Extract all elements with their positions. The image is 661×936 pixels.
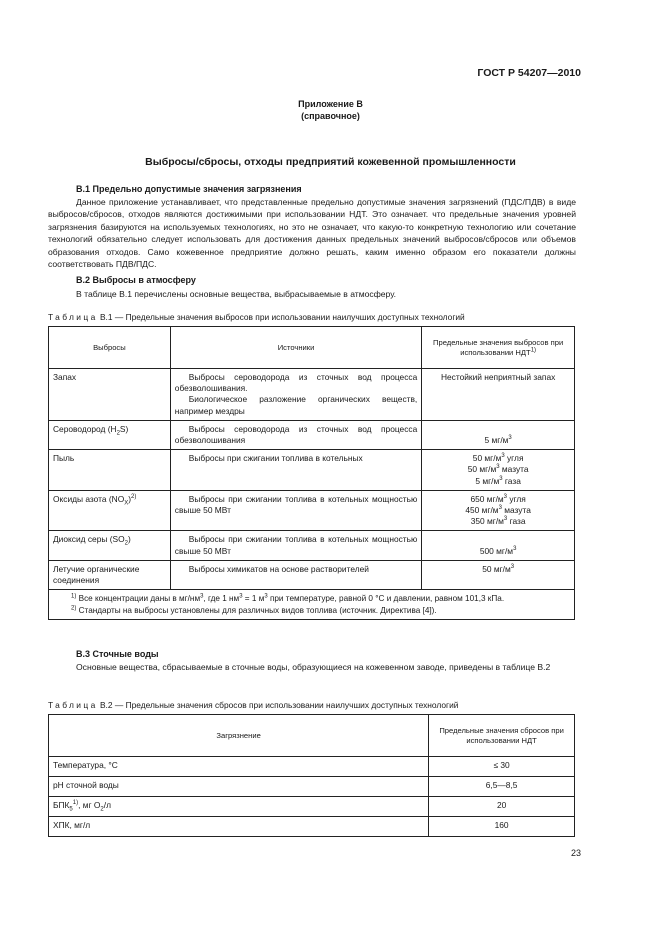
table1-caption-text: В.1 — Предельные значения выбросов при использовании наилучших доступных технологий	[97, 312, 465, 322]
cell-limit: ≤ 30	[429, 757, 575, 777]
cell-name	[49, 531, 171, 560]
cell-limit: Нестойкий неприятный запах	[422, 369, 575, 421]
page-number: 23	[570, 848, 581, 858]
limit-value: 5 мг/м	[484, 435, 509, 446]
superscript: 3	[513, 545, 517, 552]
cell-name	[49, 420, 171, 449]
appendix-label	[0, 98, 661, 122]
limit-value: 450 мг/м	[465, 505, 499, 516]
emissions-table	[48, 326, 575, 620]
col-header-limits	[422, 327, 575, 369]
table-row	[49, 560, 575, 589]
section-b3-paragraph: Основные вещества, сбрасываемые в сточные воды, образующиеся на кожевенном заводе, приведены в таблице В.2	[76, 662, 551, 672]
footnote-ref: 2)	[131, 494, 137, 501]
cell-source	[170, 450, 421, 491]
footnote-mark: 1)	[71, 593, 77, 600]
section-b2-heading: В.2 Выбросы в атмосферу	[76, 275, 196, 285]
cell-limit	[422, 560, 575, 589]
cell-source	[170, 531, 421, 560]
col-header-limits: Предельные значения сбросов при использовании НДТ	[429, 715, 575, 757]
superscript: 3	[503, 516, 508, 523]
limit-line	[426, 464, 570, 475]
footnote-ref: 1)	[72, 800, 79, 807]
document-header: ГОСТ Р 54207—2010	[477, 67, 581, 79]
section-b3-text	[48, 661, 576, 673]
table-footnotes	[49, 590, 575, 620]
cell-source-line: Выбросы при сжигании топлива в котельных мощностью свыше 50 МВт	[174, 493, 418, 516]
subscript: 2	[124, 541, 128, 548]
table-row	[49, 450, 575, 491]
cell-name: Температура, °С	[49, 757, 429, 777]
cell-name	[49, 490, 171, 531]
table-row	[49, 777, 575, 797]
limit-value: 50 мг/м	[482, 563, 511, 574]
footnote-text: Все концентрации даны в мг/нм	[76, 594, 201, 604]
subscript: 2	[116, 430, 120, 437]
table2-caption-text: В.2 — Предельные значения сбросов при использовании наилучших доступных технологий	[97, 700, 459, 710]
cell-source	[170, 560, 421, 589]
table-row	[49, 531, 575, 560]
col-header-emissions: Выбросы	[49, 327, 171, 369]
cell-source-line: Выбросы при сжигании топлива в котельных мощностью свыше 50 МВт	[174, 534, 418, 556]
limit-line	[426, 494, 570, 505]
section-b2-paragraph: В таблице В.1 перечислены основные вещества, выбрасываемые в атмосферу.	[76, 289, 397, 299]
section-b3-heading: В.3 Сточные воды	[76, 649, 159, 659]
cell-name	[49, 797, 429, 817]
cell-name: Летучие органические соединения	[49, 560, 171, 589]
cell-name: рН сточной воды	[49, 777, 429, 797]
cell-limit	[422, 450, 575, 491]
cell-source-line: Выбросы при сжигании топлива в котельных	[188, 453, 363, 464]
table-row	[49, 420, 575, 449]
limit-value: 650 мг/м	[470, 493, 504, 504]
table2-caption	[48, 700, 458, 710]
page-title: Выбросы/сбросы, отходы предприятий кожевенной промышленности	[145, 156, 516, 168]
appendix-kind: (справочное)	[301, 111, 360, 121]
table-header-row	[49, 327, 575, 369]
table-footnotes-row	[49, 590, 575, 620]
superscript: 3	[496, 464, 500, 471]
cell-name: Запах	[49, 369, 171, 421]
footnote-ref: 1)	[530, 346, 537, 353]
table1-caption	[48, 312, 465, 322]
cell-source-line: Выбросы сероводорода из сточных вод процесса обезволошивания.	[174, 372, 418, 394]
cell-source-line: Биологическое разложение органических веществ, например мездры	[174, 394, 418, 416]
appendix-title: Приложение В	[298, 99, 363, 109]
limit-line	[426, 516, 570, 527]
cell-source	[170, 369, 421, 421]
limit-fuel: угля	[504, 453, 524, 464]
limit-value: 50 мг/м	[472, 453, 502, 464]
table-row	[49, 490, 575, 531]
section-b2-text	[48, 288, 576, 300]
cell-source	[170, 420, 421, 449]
superscript: 3	[200, 593, 204, 600]
subscript: 5	[69, 806, 73, 813]
limit-fuel: газа	[507, 516, 526, 527]
table1-caption-word: Таблица	[48, 312, 98, 322]
footnote-1	[53, 593, 570, 604]
cell-limit	[422, 490, 575, 531]
superscript: 3	[264, 593, 268, 600]
section-b1-paragraph: Данное приложение устанавливает, что представленные предельно допустимые значения загрязнений (ПДС/ПДВ) в виде выбросов/сбросов, отходов являются достижимыми при использовании НДТ. Это означает. что предельные значения уровней загрязнения базируются на используемых технологиях, но это не означает, что какую-то конкретную технологию или сочетание технологий обязательно следует использовать для достижения данных предельных значений выбросов/сбросов или объемов образования отходов. Само кожевенное предприятие должно решать, каким именно образом его показатели должны соответствовать ПДВ/ПДС.	[48, 197, 576, 270]
cell-name-text: Сероводород (H	[53, 423, 117, 434]
limit-fuel: мазута	[501, 505, 531, 516]
cell-name-text: БПК	[53, 800, 70, 810]
discharge-table	[48, 714, 575, 837]
cell-limit	[422, 531, 575, 560]
cell-name-text: )	[128, 493, 132, 504]
limit-value: 350 мг/м	[470, 516, 504, 527]
superscript: 3	[499, 475, 503, 482]
superscript: 3	[510, 564, 515, 571]
section-b1-text	[48, 196, 576, 270]
table-row	[49, 817, 575, 837]
cell-source-line: Выбросы сероводорода из сточных вод процесса обезволошивания	[174, 423, 418, 446]
limit-value: 5 мг/м	[475, 475, 500, 486]
section-b1-heading: В.1 Предельно допустимые значения загрязнения	[76, 184, 302, 194]
table-header-row	[49, 715, 575, 757]
subscript: 2	[100, 806, 104, 813]
cell-limit: 6,5—8,5	[429, 777, 575, 797]
table-row	[49, 757, 575, 777]
col-header-limits-text: Предельные значения выбросов при использовании НДТ	[433, 337, 564, 357]
table-row	[49, 797, 575, 817]
superscript: 3	[503, 494, 507, 501]
superscript: 3	[498, 505, 502, 512]
footnote-text: при температуре, равной 0 °С и давлении, равном 101,3 кПа.	[267, 594, 505, 604]
cell-name-text: Диоксид серы (SO	[53, 534, 125, 545]
limit-line	[426, 476, 570, 487]
footnote-2	[53, 605, 570, 616]
cell-limit	[422, 420, 575, 449]
superscript: 3	[239, 593, 243, 600]
cell-name-text: S)	[119, 423, 129, 434]
subscript: X	[124, 500, 129, 507]
col-header-sources: Источники	[170, 327, 421, 369]
footnote-text: , где 1 нм	[203, 594, 240, 604]
cell-name-text: /л	[103, 800, 111, 810]
table2-caption-word: Таблица	[48, 700, 98, 710]
cell-name: Пыль	[49, 450, 171, 491]
limit-fuel: газа	[502, 475, 521, 486]
superscript: 3	[508, 435, 512, 442]
cell-source	[170, 490, 421, 531]
cell-limit: 20	[429, 797, 575, 817]
footnote-text: = 1 м	[242, 594, 265, 604]
limit-value: 500 мг/м	[479, 545, 514, 556]
limit-value: 50 мг/м	[467, 464, 497, 475]
cell-limit: 160	[429, 817, 575, 837]
cell-source-line: Выбросы химикатов на основе растворителей	[188, 563, 369, 574]
cell-name-text: )	[127, 534, 131, 545]
cell-name-text: Оксиды азота (NO	[53, 493, 125, 504]
limit-line	[426, 505, 570, 516]
table-row	[49, 369, 575, 421]
limit-fuel: мазута	[499, 464, 529, 475]
limit-fuel: угля	[507, 493, 526, 504]
cell-name: ХПК, мг/л	[49, 817, 429, 837]
superscript: 3	[501, 453, 505, 460]
cell-name-text: , мг О	[78, 800, 101, 810]
limit-line	[426, 453, 570, 464]
footnote-mark: 2)	[71, 604, 77, 611]
col-header-pollutant: Загрязнение	[49, 715, 429, 757]
footnote-text: Стандарты на выбросы установлены для различных видов топлива (источник. Директива [4]).	[76, 605, 437, 615]
